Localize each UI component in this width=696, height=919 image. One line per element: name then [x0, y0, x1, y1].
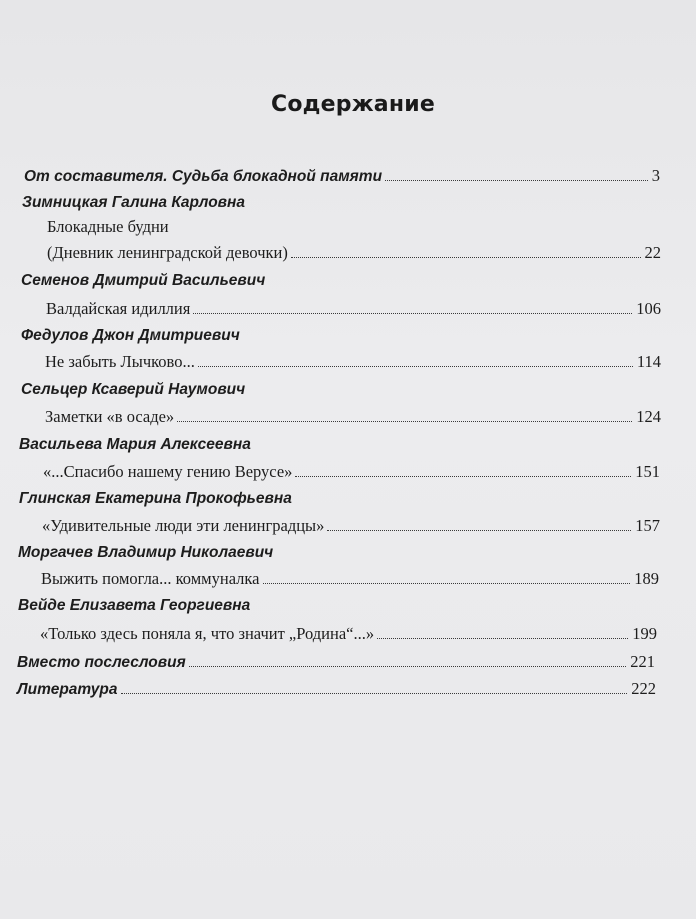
dot-leader: [295, 476, 631, 477]
work-title: «Только здесь поняла я, что значит „Родина“...»: [40, 624, 375, 643]
toc-heading: Содержание: [271, 92, 435, 117]
dot-leader: [263, 583, 631, 584]
page-number: 3: [651, 166, 660, 185]
page-number: 22: [644, 243, 661, 262]
toc-work-entry: [45, 401, 661, 427]
toc-entry-title: Литература: [17, 681, 118, 698]
dot-leader: [177, 421, 632, 422]
work-title: (Дневник ленинградской девочки): [47, 243, 288, 262]
page-number: 199: [632, 624, 657, 643]
toc-author: [19, 428, 655, 454]
author-name: Зимницкая Галина Карловна: [22, 194, 246, 211]
toc-author: [18, 536, 654, 562]
toc-work-entry: [47, 237, 661, 263]
toc-work-entry: [43, 456, 660, 482]
toc-author: [21, 373, 657, 399]
page-number: 157: [635, 516, 660, 535]
work-title: Выжить помогла... коммуналка: [41, 569, 260, 588]
toc-work-entry: [40, 618, 657, 644]
dot-leader: [198, 366, 633, 367]
author-name: Вейде Елизавета Георгиевна: [18, 597, 251, 614]
author-name: Моргачев Владимир Николаевич: [18, 544, 274, 561]
toc-entry-afterword: [17, 646, 655, 672]
page-number: 221: [630, 652, 655, 671]
author-name: Сельцер Ксаверий Наумович: [21, 381, 246, 398]
author-name: Глинская Екатерина Прокофьевна: [19, 490, 292, 507]
toc-author: [18, 589, 654, 615]
toc-work-entry: [41, 563, 659, 589]
author-name: Семенов Дмитрий Васильевич: [21, 272, 266, 289]
work-title: Блокадные будни: [47, 217, 169, 236]
toc-entry-title: От составителя. Судьба блокадной памяти: [24, 168, 383, 185]
toc-work-entry: [42, 510, 660, 536]
page-number: 114: [636, 352, 661, 371]
toc-author: [21, 319, 657, 345]
work-title: Не забыть Лычково...: [45, 352, 195, 371]
page-number: 189: [634, 569, 659, 588]
page-number: 222: [631, 679, 656, 698]
author-name: Федулов Джон Дмитриевич: [21, 327, 240, 344]
toc-entry-preface: [24, 160, 660, 186]
dot-leader: [327, 530, 631, 531]
dot-leader: [193, 313, 632, 314]
toc-author: [22, 186, 658, 212]
work-title: Валдайская идиллия: [46, 299, 191, 318]
page-number: 124: [636, 407, 661, 426]
page-number: 106: [636, 299, 661, 318]
toc-work-entry: [46, 293, 661, 319]
toc-work-line: [47, 211, 658, 237]
toc-author: [19, 482, 655, 508]
dot-leader: [189, 666, 627, 667]
dot-leader: [385, 180, 648, 181]
dot-leader: [291, 257, 641, 258]
toc-author: [21, 264, 657, 290]
dot-leader: [121, 693, 628, 694]
dot-leader: [377, 638, 628, 639]
toc-work-entry: [45, 346, 661, 372]
toc-entry-literature: [17, 673, 656, 699]
work-title: Заметки «в осаде»: [45, 407, 175, 426]
page-number: 151: [635, 462, 660, 481]
work-title: «...Спасибо нашему гению Верусе»: [43, 462, 293, 481]
author-name: Васильева Мария Алексеевна: [19, 436, 251, 453]
toc-entry-title: Вместо послесловия: [17, 654, 186, 671]
work-title: «Удивительные люди эти ленинградцы»: [42, 516, 325, 535]
